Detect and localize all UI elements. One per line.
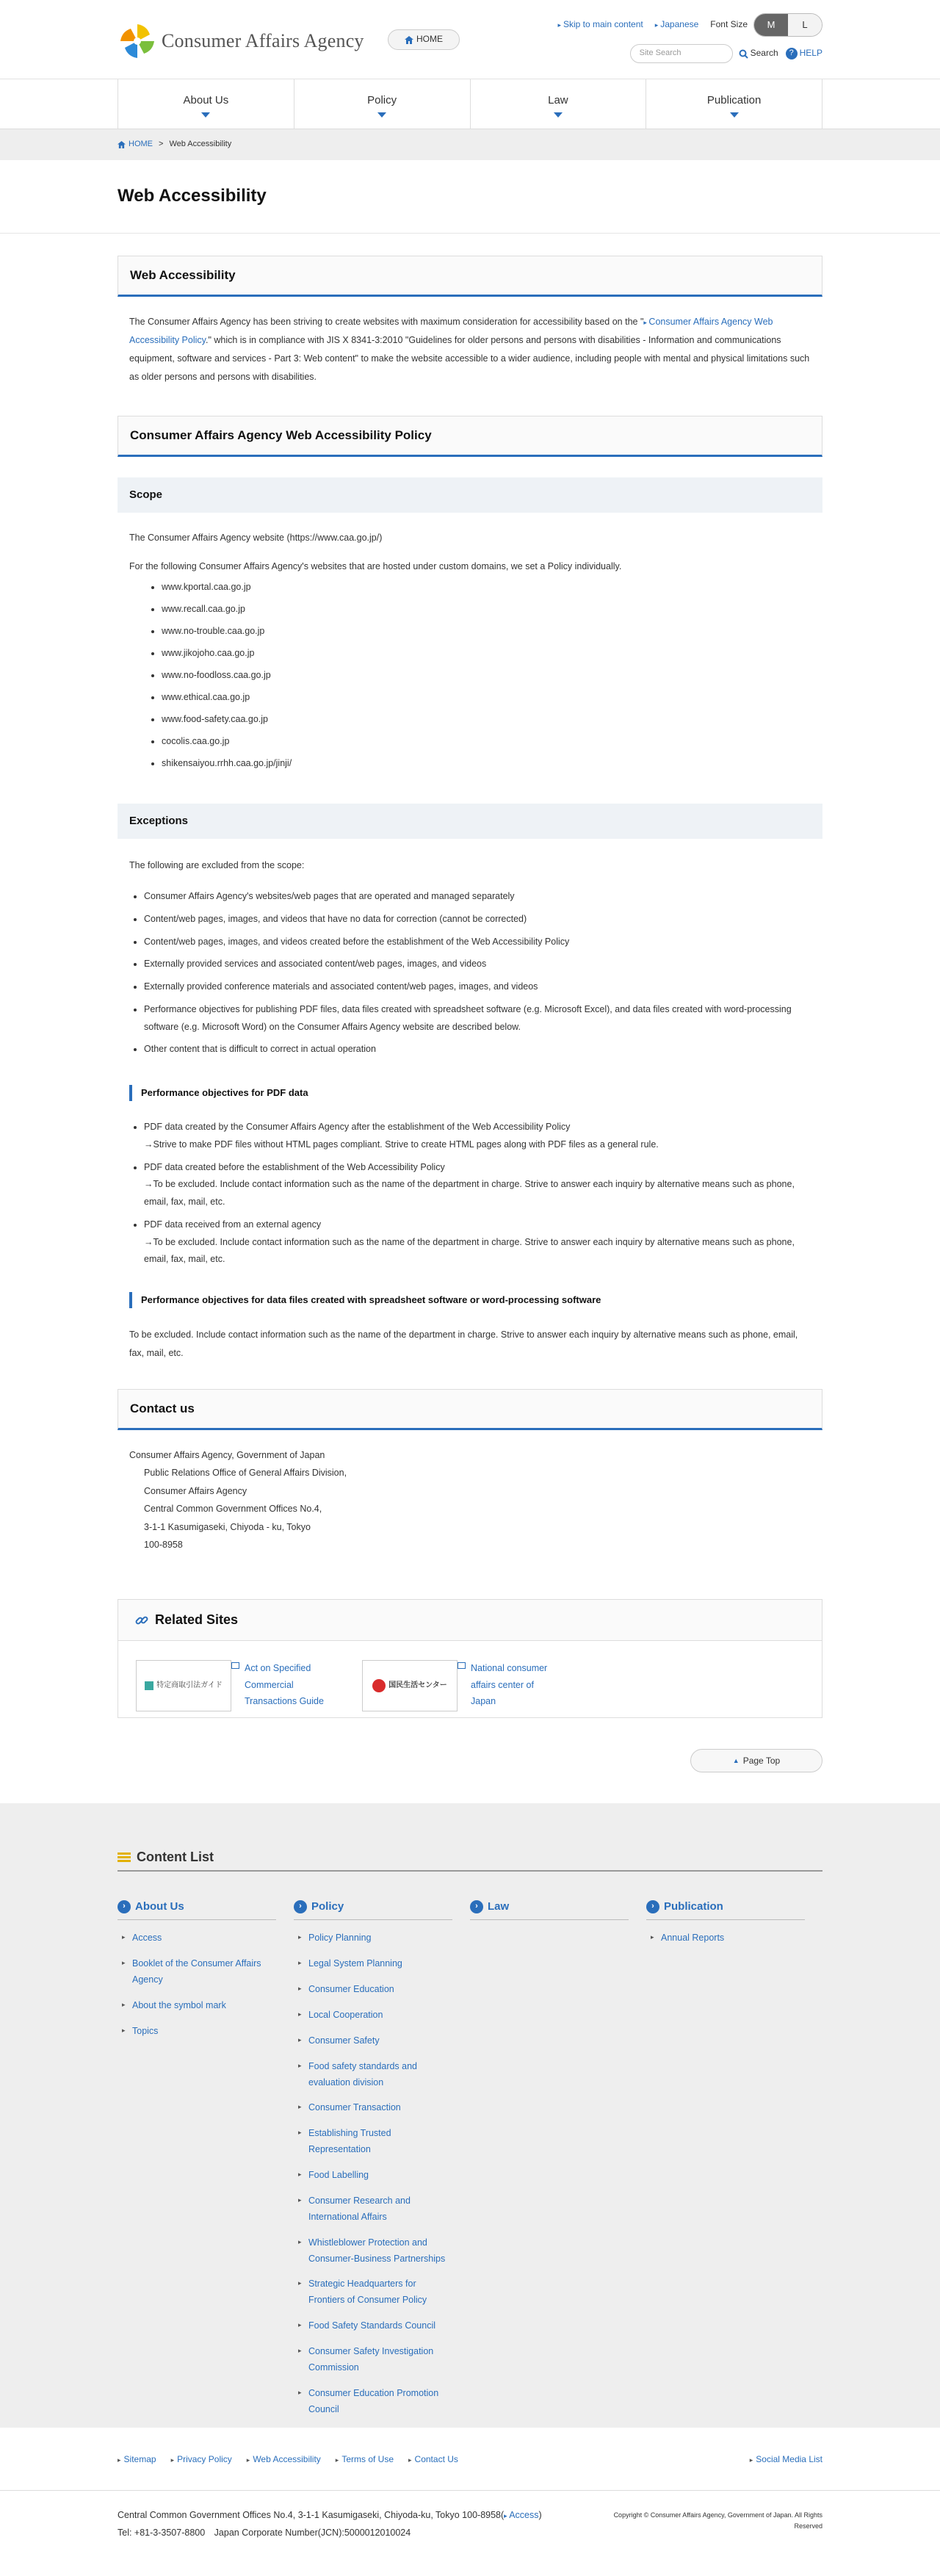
content-list-title: Content List [137,1849,214,1864]
chevron-right-icon: › [118,1900,131,1913]
list-item[interactable]: ▸ Annual Reports [646,1930,805,1947]
contact-line: Consumer Affairs Agency, Government of Japan [129,1450,325,1460]
list-item[interactable]: ▸ Food Labelling [294,2168,452,2184]
scope-text: The Consumer Affairs Agency website (https://www.caa.go.jp/) [129,533,383,543]
exceptions-heading: Exceptions [118,804,822,839]
col-heading[interactable] [118,1894,276,1920]
list-item[interactable]: ▸ Consumer Transaction [294,2100,452,2116]
search-button-label: Search [750,48,778,59]
list-item: • www.kportal.caa.go.jp [162,576,822,598]
col-title: Policy [311,1899,344,1913]
footer-address-text: Central Common Government Offices No.4, 3-1-1 Kasumigaseki, Chiyoda-ku, Tokyo 100-8958( [118,2510,505,2521]
contact-line: 100-8958 [144,1539,183,1550]
intro-paragraph [118,313,822,386]
col-heading[interactable] [294,1894,452,1920]
nav-about-us[interactable] [118,79,294,129]
scope-text-2: For the following Consumer Affairs Agency's websites that are hosted under custom domains, we set a Policy individually. [129,561,622,571]
list-item: • Externally provided conference materials and associated content/web pages, images, and videos [144,978,811,996]
chevron-right-icon: › [646,1900,659,1913]
list-item[interactable]: ▸ Strategic Headquarters for Frontiers of Consumer Policy [294,2276,452,2309]
related-sites [118,1599,822,1718]
list-item: • cocolis.caa.go.jp [162,730,822,752]
content-list [0,1803,940,2428]
nav-label: About Us [183,93,229,107]
page-title: Web Accessibility [118,186,267,206]
footer-link-sitemap[interactable]: ▸ Sitemap [118,2453,156,2467]
contact-address [118,1446,822,1554]
site-header [0,0,940,79]
list-item: • www.no-foodloss.caa.go.jp [162,664,822,686]
contact-line: Central Common Government Offices No.4, [144,1504,322,1515]
external-link-icon [231,1662,239,1669]
pdf-item-detail: →Strive to make PDF files without HTML pages compliant. Strive to create HTML pages along with PDF files as a general rule. [144,1139,659,1150]
footer-link-social[interactable]: ▸ Social Media List [750,2453,822,2467]
contact-line: 3-1-1 Kasumigaseki, Chiyoda - ku, Tokyo [144,1521,311,1532]
related-banner[interactable] [362,1660,458,1711]
banner-logo-icon [145,1681,153,1690]
nav-law[interactable] [470,79,646,129]
related-card [136,1660,333,1711]
search-input[interactable]: Site Search [630,44,733,63]
list-item: • www.recall.caa.go.jp [162,598,822,620]
list-item[interactable]: ▸ Topics [118,2024,276,2040]
list-item[interactable]: ▸ Consumer Safety Investigation Commission [294,2344,452,2376]
external-link-icon [458,1662,466,1669]
content-col-law [470,1894,646,2427]
contact-heading: Contact us [118,1389,822,1430]
related-link[interactable] [471,1660,559,1711]
breadcrumb-current: Web Accessibility [169,140,232,149]
logo-mark-icon [118,21,157,61]
list-item: • Externally provided services and associated content/web pages, images, and videos [144,956,811,973]
footer-address-end: ) [538,2510,542,2521]
content-col-about [118,1894,294,2427]
data-files-heading: Performance objectives for data files created with spreadsheet software or word-processing software [129,1292,822,1308]
global-nav [0,79,940,129]
chevron-down-icon [554,112,563,118]
domain-list [118,576,822,774]
search-icon [739,49,748,59]
font-size-l-button[interactable]: L [788,14,822,36]
banner-text: 国民生活センター [388,1681,447,1690]
home-button[interactable] [388,29,460,50]
list-item: • Other content that is difficult to correct in actual operation [144,1041,811,1058]
list-item: • www.no-trouble.caa.go.jp [162,620,822,642]
help-link[interactable] [786,46,822,60]
chevron-up-icon: ▲ [732,1757,740,1765]
list-item: • www.jikojoho.caa.go.jp [162,642,822,664]
nav-policy[interactable] [294,79,470,129]
site-logo[interactable] [118,21,364,61]
col-title: About Us [135,1899,184,1913]
nav-label: Policy [367,93,397,107]
footer-link-accessibility[interactable]: ▸ Web Accessibility [247,2453,321,2467]
list-item[interactable]: ▸ Access [118,1930,276,1947]
section-heading: Web Accessibility [118,256,822,297]
footer-link-terms[interactable]: ▸ Terms of Use [336,2453,394,2467]
col-title: Publication [664,1899,723,1913]
list-item: • Content/web pages, images, and videos created before the establishment of the Web Accessibility Policy [144,934,811,951]
skip-link[interactable]: ▸ Skip to main content [557,18,643,32]
list-item[interactable]: ▸ Consumer Safety [294,2033,452,2049]
related-sites-heading [118,1600,822,1641]
list-item[interactable]: ▸ Food Safety Standards Council [294,2318,452,2334]
page-top-label: Page Top [742,1755,781,1766]
list-item[interactable]: ▸ Establishing Trusted Representation [294,2126,452,2158]
help-icon: ? [786,48,798,59]
copyright: Copyright © Consumer Affairs Agency, Government of Japan. All Rights Reserved [613,2511,822,2530]
footer-link-privacy[interactable]: ▸ Privacy Policy [171,2453,232,2467]
list-item: • www.ethical.caa.go.jp [162,686,822,708]
related-card [362,1660,559,1711]
font-size-toggle [753,13,822,37]
footer-link-contact[interactable]: ▸ Contact Us [408,2453,458,2467]
content-list-columns [118,1894,822,2427]
intro-text-cont: ." which is in compliance with JIS X 8341-3:2010 "Guidelines for older persons and persons with disabilities - Information and communications equipment, software and services - Part 3: Web content" to make the website accessible to a wider audience, including people with mental and physical limitations such as older persons and persons with disabilities. [129,335,810,382]
list-item[interactable]: ▸ Whistleblower Protection and Consumer-Business Partnerships [294,2235,452,2267]
footer-tel: Tel: +81-3-3507-8800 Japan Corporate Number(JCN):5000012010024 [118,2528,411,2538]
scope-heading: Scope [118,477,822,513]
pdf-item-detail: →To be excluded. Include contact information such as the name of the department in charge. Strive to answer each inquiry by alternative means such as phone, email, fax, mail, etc. [144,1236,795,1265]
nav-publication[interactable] [646,79,822,129]
list-item: • shikensaiyou.rrhh.caa.go.jp/jinji/ [162,752,822,774]
link-arrow-icon: ▸ [643,319,649,326]
col-heading[interactable] [470,1894,629,1920]
list-item [144,1216,811,1269]
data-files-text: To be excluded. Include contact information such as the name of the department in charge. Strive to answer each inquiry by alternative means such as phone, email, fax, mail, etc. [129,1330,798,1358]
list-item[interactable]: ▸ Consumer Education [294,1982,452,1998]
banner-logo-icon [372,1679,386,1692]
related-heading-label: Related Sites [155,1612,239,1628]
list-item [144,1119,811,1154]
related-link-label: Act on Specified Commercial Transactions Guide [245,1663,324,1707]
home-icon [118,141,126,148]
chevron-down-icon [730,112,739,118]
breadcrumb-separator: > [159,140,164,149]
search-button[interactable] [739,46,778,60]
list-item[interactable]: ▸ Local Cooperation [294,2007,452,2024]
font-size-m-button[interactable]: M [754,14,788,36]
banner-text: 特定商取引法ガイド [156,1681,223,1690]
chevron-down-icon [377,112,386,118]
link-icon [134,1613,149,1628]
pdf-item-title: • PDF data created before the establishment of the Web Accessibility Policy [144,1161,445,1172]
intro-text: The Consumer Affairs Agency has been striving to create websites with maximum consideration for accessibility based on the " [129,317,644,327]
list-icon [118,1852,131,1862]
help-label: HELP [799,48,822,59]
content-col-policy [294,1894,470,2427]
list-item: • Consumer Affairs Agency's websites/web pages that are operated and managed separately [144,888,811,906]
content-col-publication [646,1894,822,2427]
related-banner[interactable] [136,1660,231,1711]
pdf-heading: Performance objectives for PDF data [129,1085,822,1101]
exceptions-intro: The following are excluded from the scope: [129,860,305,870]
list-item[interactable]: ▸ Legal System Planning [294,1956,452,1972]
home-label: HOME [416,34,443,45]
related-sites-body [118,1641,822,1717]
footer-nav [0,2428,940,2491]
list-item: • Performance objectives for publishing PDF files, data files created with spreadsheet software (e.g. Microsoft Excel), and data files created with word-processing software (e.g. Microsoft Word) on the Consumer Affairs Agency website are described below. [144,1001,811,1036]
content-list-heading [118,1844,822,1872]
list-item [144,1159,811,1211]
page-title-area [0,160,940,234]
chevron-right-icon: › [470,1900,483,1913]
nav-label: Law [548,93,568,107]
breadcrumb-home[interactable]: HOME [129,140,153,149]
list-item[interactable]: ▸ Consumer Research and International Affairs [294,2193,452,2226]
col-heading[interactable] [646,1894,805,1920]
contact-line: Public Relations Office of General Affairs Division, [144,1468,347,1479]
list-item: • www.food-safety.caa.go.jp [162,708,822,730]
policy-link[interactable]: Consumer Affairs Agency Web Accessibility Policy [129,317,773,345]
chevron-down-icon [201,112,210,118]
main-content [118,234,822,1783]
chevron-right-icon: › [294,1900,307,1913]
footer-access-link[interactable]: Access [509,2510,539,2521]
related-link[interactable] [245,1660,333,1711]
nav-label: Publication [706,93,762,107]
list-item[interactable]: ▸ Policy Planning [294,1930,452,1947]
breadcrumb [0,129,940,160]
search-area [630,44,822,63]
pdf-item-detail: →To be excluded. Include contact information such as the name of the department in charge. Strive to answer each inquiry by alternative means such as phone, email, fax, mail, etc. [144,1179,795,1207]
pdf-list [118,1119,822,1269]
pdf-item-title: • PDF data received from an external agency [144,1219,322,1230]
page-top-row [118,1718,822,1783]
header-tools [557,13,822,37]
logo-text: Consumer Affairs Agency [162,30,364,52]
list-item[interactable]: ▸ Food safety standards and evaluation division [294,2059,452,2091]
col-title: Law [488,1899,510,1913]
link-arrow-icon: ▸ [504,2512,510,2520]
list-item: • Content/web pages, images, and videos that have no data for correction (cannot be corrected) [144,911,811,928]
list-item[interactable]: ▸ Booklet of the Consumer Affairs Agency [118,1956,276,1988]
pdf-item-title: • PDF data created by the Consumer Affairs Agency after the establishment of the Web Accessibility Policy [144,1122,571,1132]
related-link-label: National consumer affairs center of Japan [471,1663,548,1707]
home-icon [405,36,413,44]
policy-heading: Consumer Affairs Agency Web Accessibility Policy [118,416,822,457]
list-item[interactable]: ▸ About the symbol mark [118,1998,276,2014]
list-item[interactable]: ▸ Consumer Education Promotion Council [294,2386,452,2418]
japanese-link[interactable]: ▸ Japanese [655,18,699,32]
page-top-button[interactable] [690,1749,822,1772]
contact-line: Consumer Affairs Agency [144,1485,247,1496]
footer-bottom [0,2491,940,2569]
font-size-label: Font Size [710,19,748,30]
exceptions-list [118,888,822,1058]
